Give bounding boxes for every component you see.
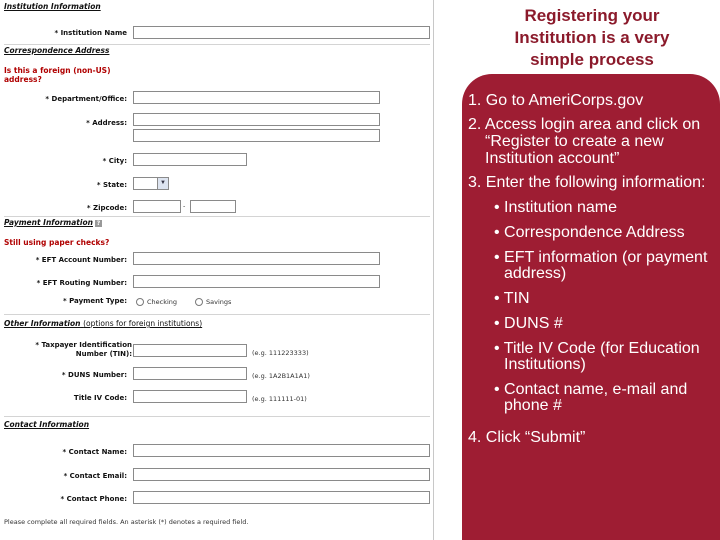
step-1 <box>468 92 716 109</box>
bullet-item: • Institution name <box>494 199 617 216</box>
step-4 <box>468 429 716 446</box>
tin-example: (e.g. 111223333) <box>252 349 309 357</box>
bullet-item: • Contact name, e-mail and phone # <box>494 381 688 414</box>
contact-phone-input[interactable] <box>133 491 430 504</box>
step-2 <box>468 116 716 167</box>
section-correspondence-address: Correspondence Address <box>4 46 110 55</box>
savings-label: Savings <box>206 298 232 306</box>
chevron-down-icon: ▼ <box>157 178 168 189</box>
state-label: * State: <box>96 181 127 189</box>
address-label: * Address: <box>86 119 127 127</box>
section-institution-information: Institution Information <box>4 2 101 11</box>
bullet-item: • EFT information (or payment address) <box>494 249 708 282</box>
other-information-note: (options for foreign institutions) <box>83 319 203 328</box>
foreign-address-question-line2: address? <box>4 75 42 84</box>
divider <box>4 314 430 315</box>
bullet-item: • Correspondence Address <box>494 224 685 241</box>
page-title-line3: simple process <box>530 50 654 69</box>
institution-name-label: * Institution Name <box>54 29 127 37</box>
checking-radio[interactable] <box>136 298 144 306</box>
step-3 <box>468 174 716 414</box>
divider <box>4 416 430 417</box>
title-iv-input[interactable] <box>133 390 247 403</box>
eft-account-input[interactable] <box>133 252 380 265</box>
institution-name-input[interactable] <box>133 26 430 39</box>
payment-type-checking[interactable] <box>136 298 177 306</box>
required-fields-footer: Please complete all required fields. An asterisk (*) denotes a required field. <box>4 518 249 526</box>
address-line2-input[interactable] <box>133 129 380 142</box>
step-4-text: 4. Click “Submit” <box>468 429 586 446</box>
step-1-text: 1. Go to AmeriCorps.gov <box>468 92 644 109</box>
tin-label-line2: Number (TIN): <box>75 350 132 358</box>
foreign-address-question-line1: Is this a foreign (non-US) <box>4 66 111 75</box>
zipcode-label: * Zipcode: <box>86 204 127 212</box>
title-iv-label: Title IV Code: <box>73 394 127 402</box>
divider <box>4 44 430 45</box>
bullet-item: • DUNS # <box>494 315 563 332</box>
contact-name-input[interactable] <box>133 444 430 457</box>
title-iv-example: (e.g. 111111-01) <box>252 395 307 403</box>
department-label: * Department/Office: <box>45 95 127 103</box>
eft-routing-label: * EFT Routing Number: <box>36 279 127 287</box>
city-label: * City: <box>102 157 127 165</box>
address-line1-input[interactable] <box>133 113 380 126</box>
instructions-panel <box>462 74 720 540</box>
step-3-text: 3. Enter the following information: <box>468 174 706 191</box>
savings-radio[interactable] <box>195 298 203 306</box>
tin-label-line1: * Taxpayer Identification <box>35 341 132 349</box>
checking-label: Checking <box>147 298 178 306</box>
help-icon[interactable]: ? <box>96 219 101 227</box>
page-title-line1: Registering your <box>524 6 660 25</box>
section-other-information <box>4 319 202 328</box>
contact-email-label: * Contact Email: <box>63 472 127 480</box>
section-payment-information-label: Payment Information <box>4 218 93 227</box>
city-input[interactable] <box>133 153 247 166</box>
zip-separator: - <box>183 202 186 210</box>
divider <box>4 216 430 217</box>
tin-input[interactable] <box>133 344 247 357</box>
bullet-item: • TIN <box>494 290 530 307</box>
contact-phone-label: * Contact Phone: <box>60 495 127 503</box>
state-select[interactable] <box>133 177 169 190</box>
payment-type-label: * Payment Type: <box>63 297 127 305</box>
page-title <box>470 5 714 71</box>
duns-label: * DUNS Number: <box>61 371 127 379</box>
eft-account-label: * EFT Account Number: <box>35 256 127 264</box>
zipcode-ext-input[interactable] <box>190 200 236 213</box>
duns-input[interactable] <box>133 367 247 380</box>
page-title-line2: Institution is a very <box>514 28 670 47</box>
tin-label <box>10 341 132 359</box>
contact-name-label: * Contact Name: <box>62 448 127 456</box>
duns-example: (e.g. 1A2B1A1A1) <box>252 372 310 380</box>
paper-checks-question: Still using paper checks? <box>4 238 110 247</box>
section-contact-information: Contact Information <box>4 420 90 429</box>
payment-type-savings[interactable] <box>195 298 231 306</box>
eft-routing-input[interactable] <box>133 275 380 288</box>
contact-email-input[interactable] <box>133 468 430 481</box>
foreign-address-question <box>4 66 111 84</box>
department-input[interactable] <box>133 91 380 104</box>
section-payment-information <box>4 218 102 227</box>
step-2-text: 2. Access login area and click on “Register to create a new Institution account” <box>468 116 701 167</box>
bullet-item: • Title IV Code (for Education Institutions) <box>494 340 700 373</box>
zipcode-input[interactable] <box>133 200 181 213</box>
section-other-information-label: Other Information <box>4 319 81 328</box>
